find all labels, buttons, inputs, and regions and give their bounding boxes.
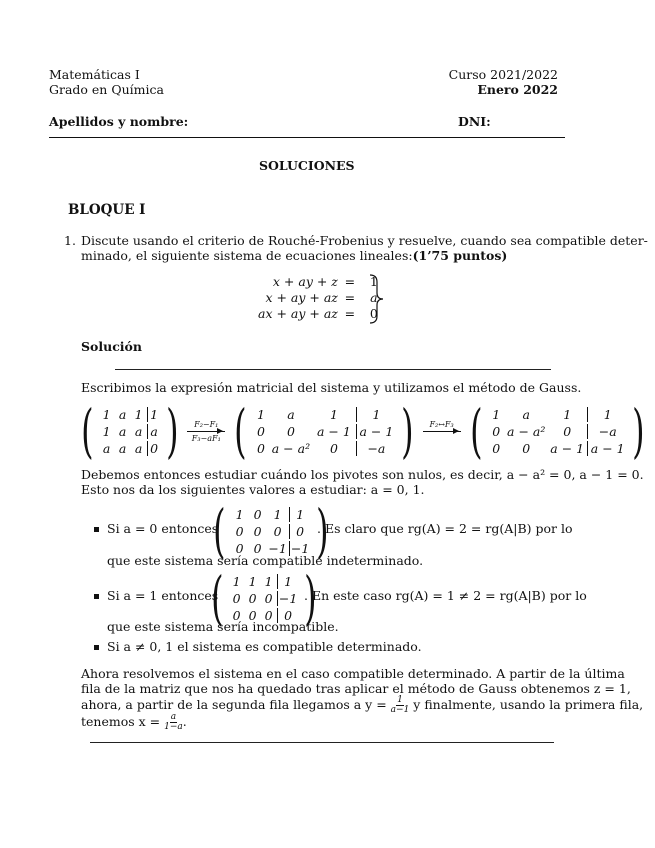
name-label: Apellidos y nombre:	[49, 114, 189, 129]
problem-text-2: minado, el siguiente sistema de ecuaciones lineales:(1’75 puntos)	[81, 248, 508, 263]
pivot-text-1: Debemos entonces estudiar cuándo los pivotes son nulos, es decir, a − a² = 0, a − 1 = 0.	[81, 467, 644, 482]
eq2-rhs: a	[370, 290, 378, 305]
case0-matrix-wrap: ( 1 0 1 1 0 0 0 0 0 0 −1 −1 )	[213, 497, 329, 565]
session: Enero 2022	[477, 82, 558, 97]
bullet-case-1	[94, 594, 99, 599]
row-op-arrow-1: F₂−F₁ F₃−aF₁	[187, 420, 225, 443]
course: Curso 2021/2022	[448, 67, 558, 82]
eq2-lhs: x + ay + az	[265, 290, 338, 305]
eq3-lhs: ax + ay + az	[258, 306, 338, 321]
solution-heading: Solución	[81, 339, 142, 354]
case1-matrix-wrap: ( 1 1 1 1 0 0 0 −1 0 0 0 0 )	[211, 564, 317, 632]
solution-rule-top	[115, 369, 551, 370]
subject: Matemáticas I	[49, 67, 140, 82]
matrix-1: 1 a 1 1 1 a a a a a a 0	[99, 407, 161, 456]
solution-intro: Escribimos la expresión matricial del sistema y utilizamos el método de Gauss.	[81, 380, 582, 395]
page-title: SOLUCIONES	[259, 158, 355, 173]
eq2-sign: =	[344, 290, 356, 305]
degree: Grado en Química	[49, 82, 164, 97]
problem-number: 1.	[64, 233, 76, 248]
problem-points: (1’75 puntos)	[412, 248, 508, 263]
eq3-rhs: 0	[369, 306, 378, 321]
case0-matrix: 1 0 1 1 0 0 0 0 0 0 −1 −1	[235, 506, 310, 556]
problem-text-1: Discute usando el criterio de Rouché-Frobenius y resuelve, cuando sea compatible deter-	[81, 233, 648, 248]
block-title: BLOQUE I	[68, 202, 146, 218]
bullet-case-0	[94, 527, 99, 532]
eq1-sign: =	[344, 274, 356, 289]
eq3-sign: =	[344, 306, 356, 321]
eq1-lhs: x + ay + z	[272, 274, 338, 289]
bullet-case-other	[94, 645, 99, 650]
case1-prefix: Si a = 1 entonces	[107, 588, 219, 603]
matrix-3: 1 a 1 1 0 a − a² 0 −a 0 0 a − 1 a − 1	[487, 407, 627, 456]
x-fraction: $\frac{a}{1-a}$	[164, 712, 183, 732]
matrix-2: 1 a 1 1 0 0 a − 1 a − 1 0 a − a² 0 −a	[252, 407, 396, 456]
eq1-rhs: 1	[369, 274, 378, 289]
header-rule	[49, 137, 565, 138]
case1-matrix: 1 1 1 1 0 0 0 −1 0 0 0 0	[232, 573, 298, 623]
gauss-row: ( 1 a 1 1 1 a a a a a a 0 ) F₂−F₁ F₃−aF₁ ( 1 a 1 1 0 0 a − 1 a − 1 0 a − a² 0 −a ) F₂↔F₃ ( 1 a 1 1 0 a − a² 0 −a 0 0 a − 1 a − 1 )	[81, 397, 645, 465]
solution-rule-bottom	[90, 742, 554, 743]
case0-conclusion: que este sistema sería compatible indeterminado.	[107, 553, 424, 568]
case1-conclusion: que este sistema sería incompatible.	[107, 619, 339, 634]
final-text-3: ahora, a partir de la segunda fila llegamos a y = $\frac{1}{a-1}$ y finalmente, usando la primera fila,	[81, 695, 644, 715]
y-fraction: $\frac{1}{a-1}$	[390, 695, 410, 715]
id-label: DNI:	[458, 114, 491, 129]
final-text-4: tenemos x = $\frac{a}{1-a}$ .	[81, 712, 187, 732]
case-other: Si a ≠ 0, 1 el sistema es compatible determinado.	[107, 639, 422, 654]
final-text-1: Ahora resolvemos el sistema en el caso compatible determinado. A partir de la última	[81, 666, 625, 681]
equation-system	[258, 274, 386, 321]
case1-suffix: . En este caso rg(A) = 1 ≠ 2 = rg(A|B) por lo	[304, 588, 587, 603]
final-text-2: fila de la matriz que nos ha quedado tras aplicar el método de Gauss obtenemos z = 1,	[81, 681, 631, 696]
pivot-text-2: Esto nos da los siguientes valores a estudiar: a = 0, 1.	[81, 482, 425, 497]
row-op-arrow-2: F₂↔F₃	[423, 420, 461, 443]
system-brace	[368, 274, 384, 324]
case0-prefix: Si a = 0 entonces	[107, 521, 219, 536]
case0-suffix: . Es claro que rg(A) = 2 = rg(A|B) por lo	[317, 521, 573, 536]
